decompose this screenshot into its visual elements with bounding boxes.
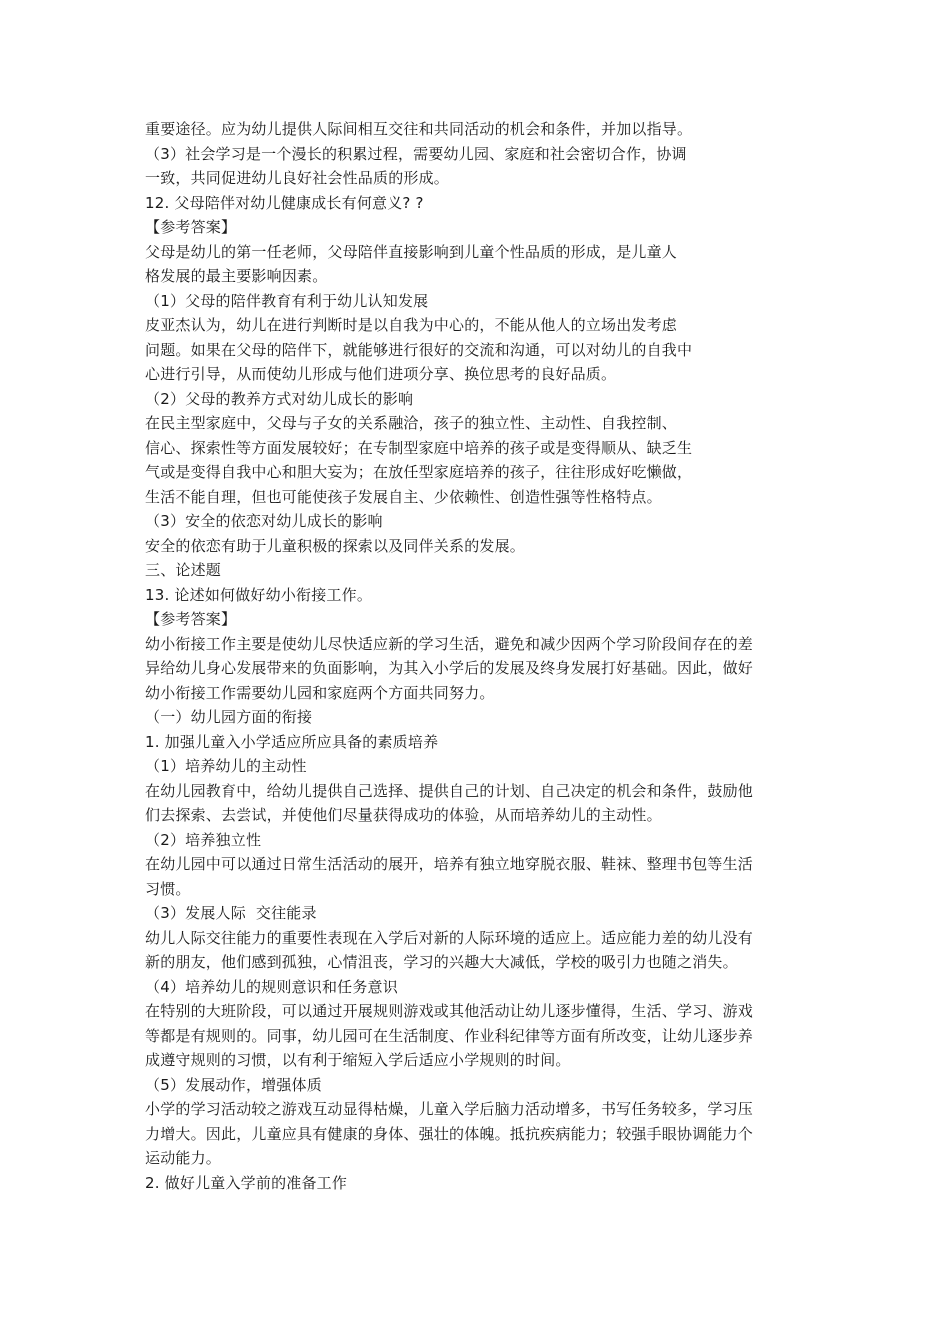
subheading: （3）发展人际 交往能录 [145, 904, 317, 922]
text-line: 气或是变得自我中心和胆大妄为；在放任型家庭培养的孩子，往往形成好吃懒做， [145, 463, 693, 481]
subheading: （2）培养独立性 [145, 831, 262, 849]
text-line: 心进行引导，从而使幼儿形成与他们进项分享、换位思考的良好品质。 [145, 365, 617, 383]
text-line: 皮亚杰认为，幼儿在进行判断时是以自我为中心的，不能从他人的立场出发考虑 [145, 316, 678, 334]
subheading: （1）父母的陪伴教育有利于幼儿认知发展 [145, 292, 429, 310]
subheading: 1. 加强儿童入小学适应所应具备的素质培养 [145, 733, 439, 751]
text-line: 一致，共同促进幼儿良好社会性品质的形成。 [145, 169, 450, 187]
text-line: 等都是有规则的。同事，幼儿园可在生活制度、作业科纪律等方面有所改变，让幼儿逐步养 [145, 1027, 754, 1045]
subheading: （一）幼儿园方面的衔接 [145, 708, 313, 726]
text-line: 新的朋友，他们感到孤独，心情沮丧，学习的兴趣大大减低，学校的吸引力也随之消失。 [145, 953, 738, 971]
text-line: 习惯。 [145, 880, 191, 898]
text-line: 小学的学习活动较之游戏互动显得枯燥，儿童入学后脑力活动增多，书写任务较多，学习压 [145, 1100, 754, 1118]
text-line: 幼小衔接工作需要幼儿园和家庭两个方面共同努力。 [145, 684, 495, 702]
question-heading: 12. 父母陪伴对幼儿健康成长有何意义? ? [145, 194, 424, 212]
subheading: （2）父母的教养方式对幼儿成长的影响 [145, 390, 414, 408]
text-line: 幼儿人际交往能力的重要性表现在入学后对新的人际环境的适应上。适应能力差的幼儿没有 [145, 929, 754, 947]
text-line: 格发展的最主要影响因素。 [145, 267, 328, 285]
text-line: 在幼儿园中可以通过日常生活活动的展开，培养有独立地穿脱衣服、鞋袜、整理书包等生活 [145, 855, 754, 873]
text-line: 幼小衔接工作主要是使幼儿尽快适应新的学习生活，避免和减少因两个学习阶段间存在的差 [145, 635, 754, 653]
answer-heading: 【参考答案】 [145, 218, 237, 236]
text-line: 在民主型家庭中，父母与子女的关系融洽，孩子的独立性、主动性、自我控制、 [145, 414, 678, 432]
subheading: （5）发展动作，增强体质 [145, 1076, 322, 1094]
text-line: 力增大。因此，儿童应具有健康的身体、强壮的体魄。抵抗疾病能力；较强手眼协调能力个 [145, 1125, 754, 1143]
subheading: 2. 做好儿童入学前的准备工作 [145, 1174, 348, 1192]
text-line: 异给幼儿身心发展带来的负面影响，为其入小学后的发展及终身发展打好基础。因此，做好 [145, 659, 754, 677]
subheading: （4）培养幼儿的规则意识和任务意识 [145, 978, 398, 996]
section-heading: 三、论述题 [145, 561, 222, 579]
text-line: 问题。如果在父母的陪伴下，就能够进行很好的交流和沟通，可以对幼儿的自我中 [145, 341, 693, 359]
text-line: 生活不能自理，但也可能使孩子发展自主、少依赖性、创造性强等性格特点。 [145, 488, 662, 506]
text-line: 安全的依恋有助于儿童积极的探索以及同伴关系的发展。 [145, 537, 526, 555]
answer-heading: 【参考答案】 [145, 610, 237, 628]
text-line: 信心、探索性等方面发展较好；在专制型家庭中培养的孩子或是变得顺从、缺乏生 [145, 439, 693, 457]
subheading: （3）安全的依恋对幼儿成长的影响 [145, 512, 383, 530]
subheading: （1）培养幼儿的主动性 [145, 757, 307, 775]
text-line: 成遵守规则的习惯，以有利于缩短入学后适应小学规则的时间。 [145, 1051, 571, 1069]
text-line: 在特别的大班阶段，可以通过开展规则游戏或其他活动让幼儿逐步懂得，生活、学习、游戏 [145, 1002, 754, 1020]
text-line: 在幼儿园教育中，给幼儿提供自己选择、提供自己的计划、自己决定的机会和条件，鼓励他 [145, 782, 754, 800]
text-line: 父母是幼儿的第一任老师，父母陪伴直接影响到儿童个性品质的形成，是儿童人 [145, 243, 678, 261]
text-line: 们去探索、去尝试，并使他们尽量获得成功的体验，从而培养幼儿的主动性。 [145, 806, 662, 824]
question-heading: 13. 论述如何做好幼小衔接工作。 [145, 586, 373, 604]
text-line: （3）社会学习是一个漫长的积累过程，需要幼儿园、家庭和社会密切合作，协调 [145, 145, 687, 163]
text-line: 运动能力。 [145, 1149, 222, 1167]
text-line: 重要途径。应为幼儿提供人际间相互交往和共同活动的机会和条件，并加以指导。 [145, 120, 693, 138]
